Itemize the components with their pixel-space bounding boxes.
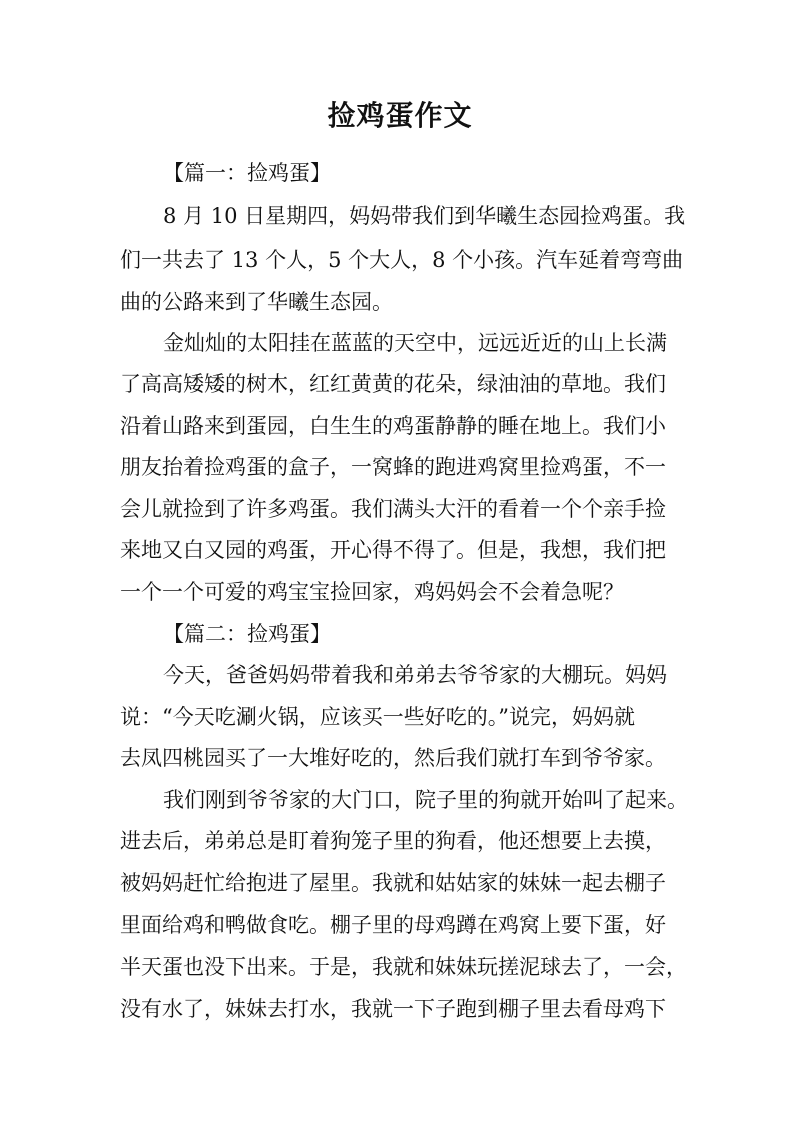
- text-line: 被妈妈赶忙给抱进了屋里。我就和姑姑家的妹妹一起去棚子: [120, 871, 666, 895]
- text-line: 我们刚到爷爷家的大门口，院子里的狗就开始叫了起来。: [163, 788, 688, 812]
- text-line: 半天蛋也没下出来。于是，我就和妹妹玩搓泥球去了，一会，: [120, 955, 687, 979]
- text-line: 朋友抬着捡鸡蛋的盒子，一窝蜂的跑进鸡窝里捡鸡蛋，不一: [120, 455, 666, 479]
- text-line: 没有水了，妹妹去打水，我就一下子跑到棚子里去看母鸡下: [120, 997, 666, 1021]
- text-line: 曲的公路来到了华曦生态园。: [120, 290, 393, 314]
- text-line: 去凤四桃园买了一大堆好吃的，然后我们就打车到爷爷家。: [120, 746, 666, 770]
- text-line: 们一共去了 13 个人，5 个大人，8 个小孩。汽车延着弯弯曲: [120, 248, 684, 272]
- text-line: 了高高矮矮的树木，红红黄黄的花朵，绿油油的草地。我们: [120, 372, 666, 396]
- text-line: 8 月 10 日星期四，妈妈带我们到华曦生态园捡鸡蛋。我: [163, 204, 686, 228]
- text-line: 进去后，弟弟总是盯着狗笼子里的狗看，他还想要上去摸，: [120, 829, 666, 853]
- text-line: 金灿灿的太阳挂在蓝蓝的天空中，远远近近的山上长满: [163, 331, 667, 355]
- text-line: 说：“今天吃涮火锅，应该买一些好吃的。”说完，妈妈就: [120, 705, 635, 729]
- text-line: 里面给鸡和鸭做食吃。棚子里的母鸡蹲在鸡窝上要下蛋，好: [120, 913, 666, 937]
- text-line: 今天，爸爸妈妈带着我和弟弟去爷爷家的大棚玩。妈妈: [163, 663, 667, 687]
- text-line: 【篇二：捡鸡蛋】: [163, 622, 331, 646]
- text-line: 一个一个可爱的鸡宝宝捡回家，鸡妈妈会不会着急呢？: [120, 580, 624, 604]
- text-line: 来地又白又园的鸡蛋，开心得不得了。但是，我想，我们把: [120, 538, 666, 562]
- page-title: 捡鸡蛋作文: [327, 99, 473, 132]
- text-line: 沿着山路来到蛋园，白生生的鸡蛋静静的睡在地上。我们小: [120, 414, 666, 438]
- text-line: 【篇一：捡鸡蛋】: [163, 161, 331, 185]
- text-line: 会儿就捡到了许多鸡蛋。我们满头大汗的看着一个个亲手捡: [120, 497, 666, 521]
